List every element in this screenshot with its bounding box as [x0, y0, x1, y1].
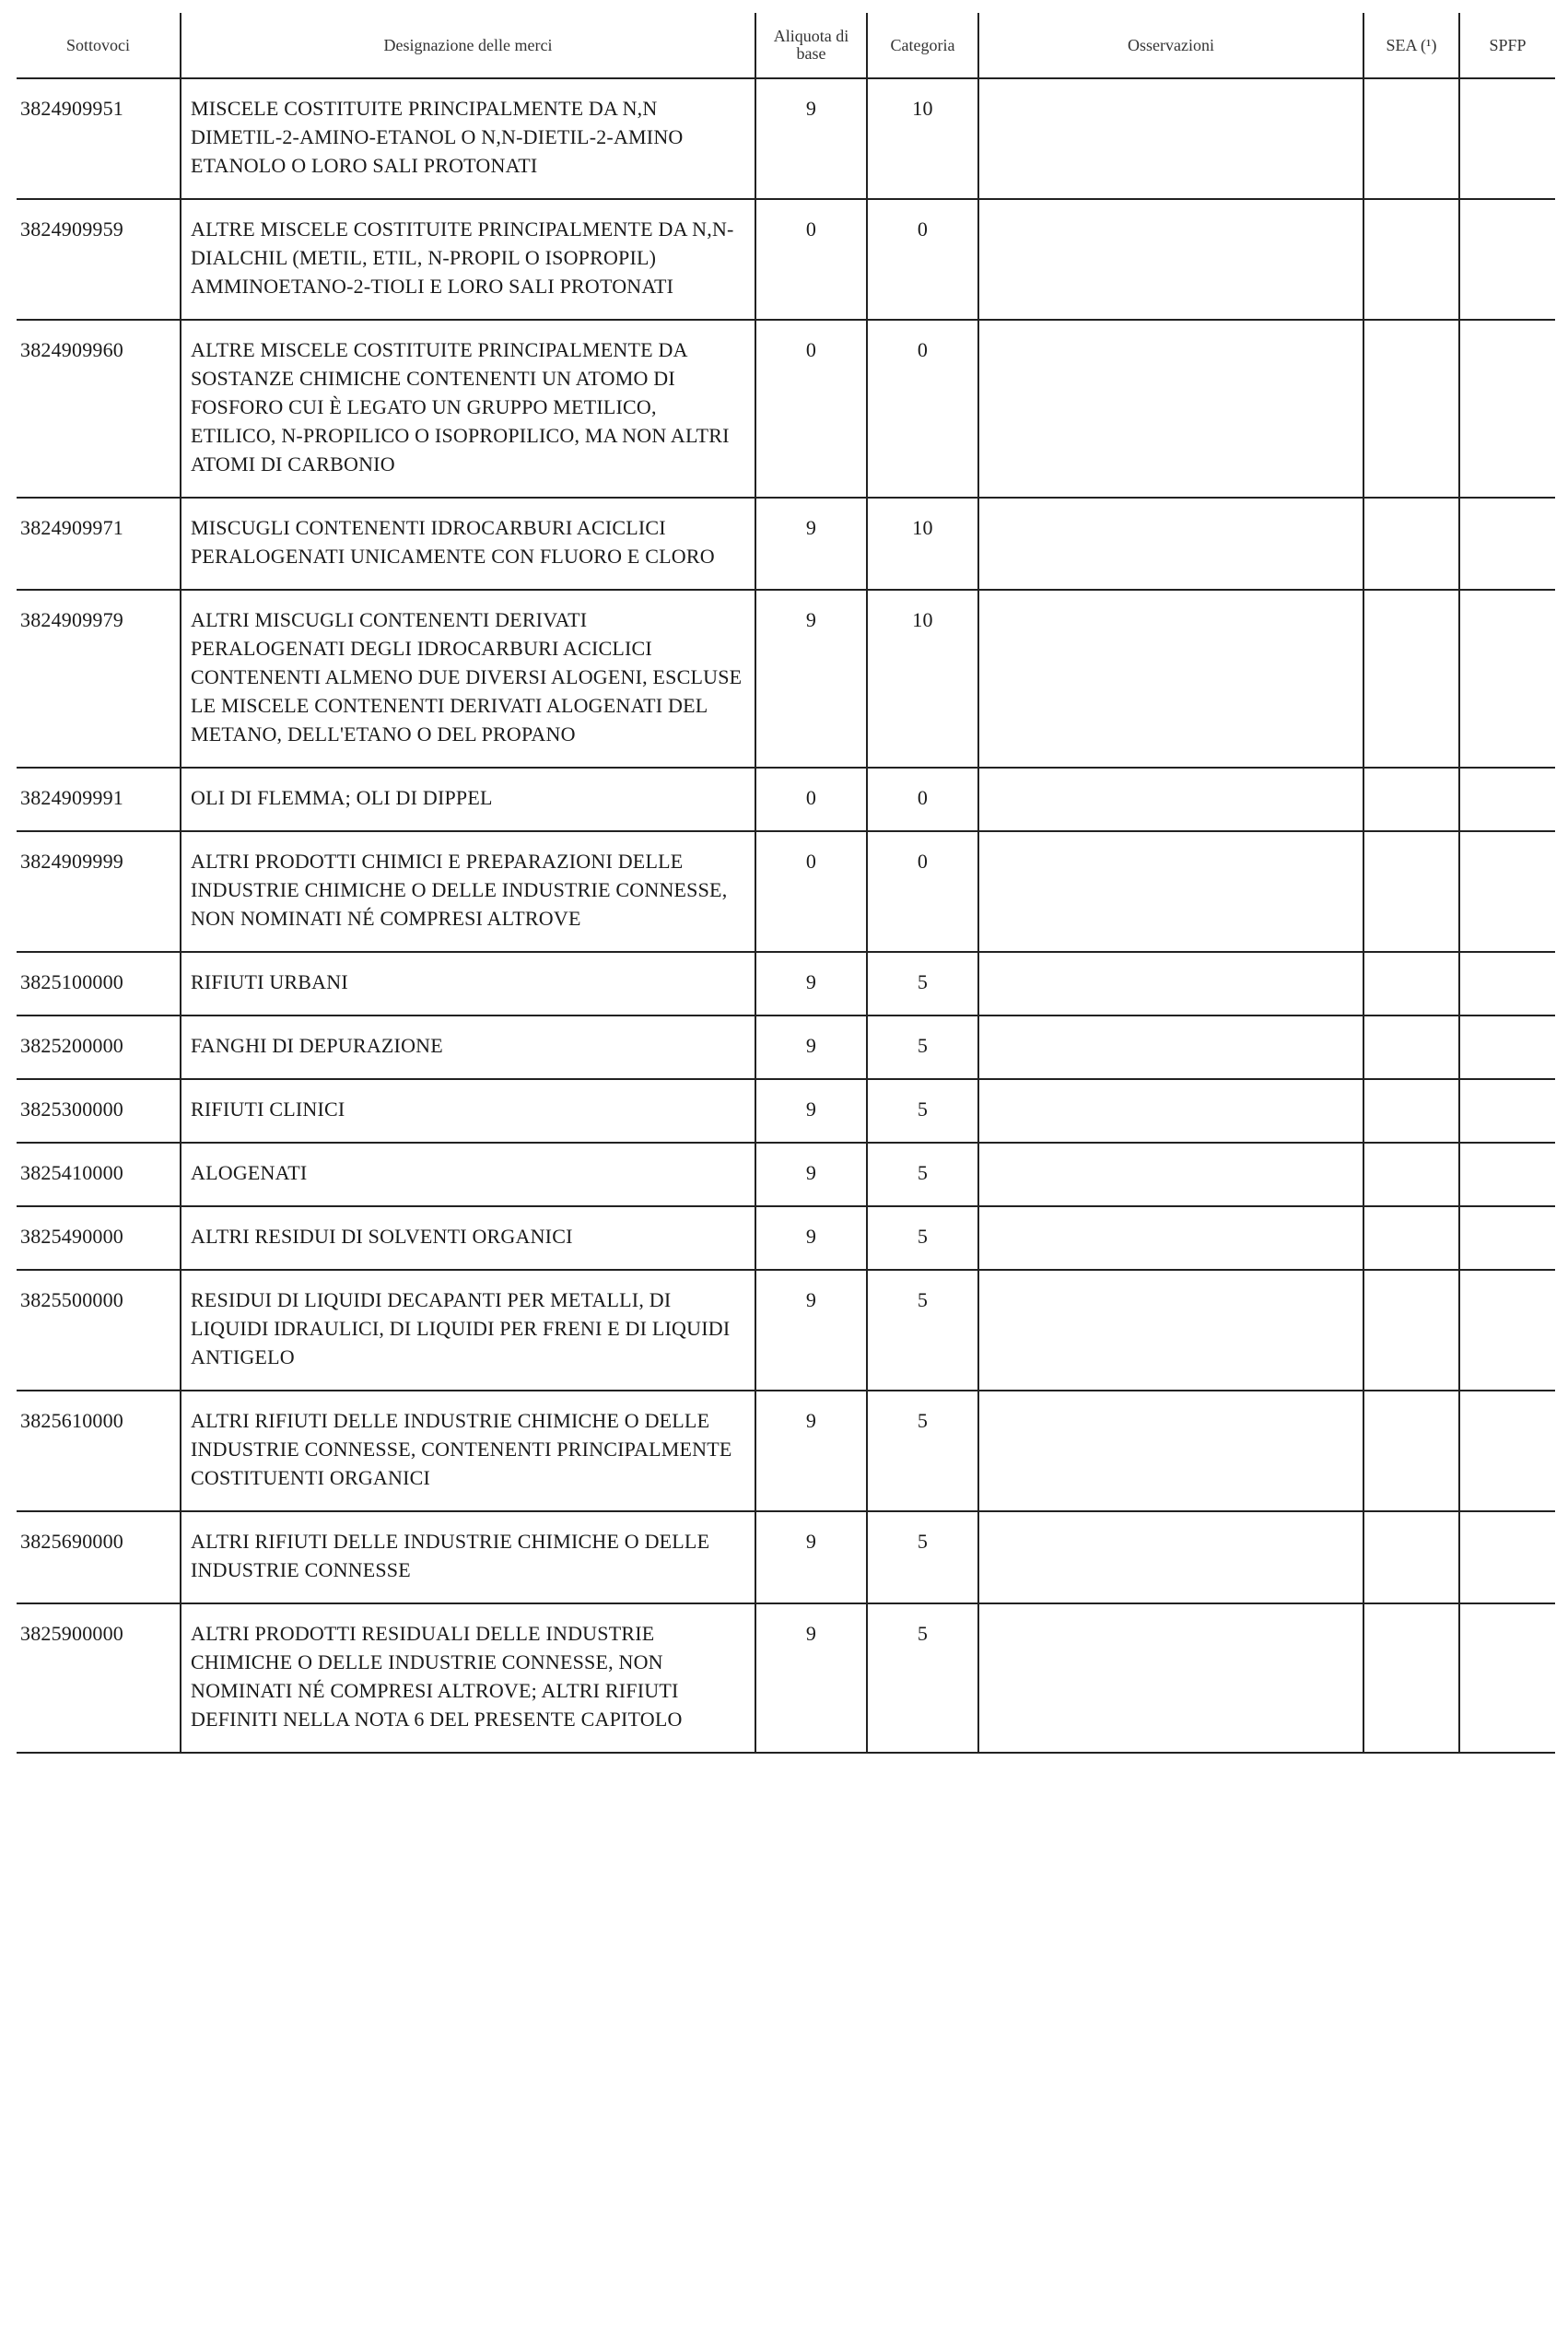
cell-rate: 0	[755, 320, 867, 498]
cell-rate: 9	[755, 1603, 867, 1753]
cell-observations	[978, 768, 1363, 831]
cell-rate: 9	[755, 590, 867, 768]
cell-observations	[978, 498, 1363, 590]
cell-rate: 0	[755, 831, 867, 952]
cell-spfp	[1459, 831, 1555, 952]
cell-category: 5	[867, 1511, 978, 1603]
cell-description: ALTRI RIFIUTI DELLE INDUSTRIE CHIMICHE O DELLE INDUSTRIE CONNESSE	[181, 1511, 755, 1603]
cell-observations	[978, 1206, 1363, 1270]
table-row	[17, 320, 1555, 498]
table-row	[17, 1270, 1555, 1391]
cell-spfp	[1459, 768, 1555, 831]
cell-spfp	[1459, 498, 1555, 590]
cell-category: 10	[867, 498, 978, 590]
cell-code: 3824909999	[17, 831, 181, 952]
cell-description: ALTRI RESIDUI DI SOLVENTI ORGANICI	[181, 1206, 755, 1270]
table-row	[17, 590, 1555, 768]
cell-rate: 9	[755, 1016, 867, 1079]
cell-rate: 9	[755, 78, 867, 199]
cell-spfp	[1459, 952, 1555, 1016]
cell-description: RIFIUTI URBANI	[181, 952, 755, 1016]
cell-rate: 0	[755, 768, 867, 831]
cell-description: ALTRI MISCUGLI CONTENENTI DERIVATI PERALOGENATI DEGLI IDROCARBURI ACICLICI CONTENENTI ALMENO DUE DIVERSI ALOGENI, ESCLUSE LE MISCELE CONTENENTI DERIVATI ALOGENATI DEL METANO, DELL'ETANO O DEL PROPANO	[181, 590, 755, 768]
cell-code: 3824909960	[17, 320, 181, 498]
cell-rate: 9	[755, 952, 867, 1016]
cell-sea	[1363, 498, 1459, 590]
cell-category: 0	[867, 199, 978, 320]
cell-description: ALTRI PRODOTTI CHIMICI E PREPARAZIONI DELLE INDUSTRIE CHIMICHE O DELLE INDUSTRIE CONNESSE, NON NOMINATI NÉ COMPRESI ALTROVE	[181, 831, 755, 952]
cell-description: ALTRE MISCELE COSTITUITE PRINCIPALMENTE DA SOSTANZE CHIMICHE CONTENENTI UN ATOMO DI FOSFORO CUI È LEGATO UN GRUPPO METILICO, ETILICO, N-PROPILICO O ISOPROPILICO, MA NON ALTRI ATOMI DI CARBONIO	[181, 320, 755, 498]
cell-code: 3825610000	[17, 1391, 181, 1511]
cell-sea	[1363, 952, 1459, 1016]
cell-rate: 9	[755, 1079, 867, 1143]
cell-category: 0	[867, 768, 978, 831]
cell-rate: 9	[755, 1511, 867, 1603]
cell-category: 5	[867, 1143, 978, 1206]
cell-code: 3825200000	[17, 1016, 181, 1079]
cell-sea	[1363, 320, 1459, 498]
header-sottovoci: Sottovoci	[17, 13, 181, 78]
cell-rate: 9	[755, 1143, 867, 1206]
tariff-table-page	[17, 13, 1555, 1754]
cell-rate: 0	[755, 199, 867, 320]
cell-observations	[978, 78, 1363, 199]
cell-code: 3824909951	[17, 78, 181, 199]
cell-category: 0	[867, 320, 978, 498]
cell-spfp	[1459, 320, 1555, 498]
cell-spfp	[1459, 1143, 1555, 1206]
cell-spfp	[1459, 1079, 1555, 1143]
cell-sea	[1363, 1270, 1459, 1391]
cell-code: 3825100000	[17, 952, 181, 1016]
cell-rate: 9	[755, 1391, 867, 1511]
cell-sea	[1363, 1143, 1459, 1206]
cell-spfp	[1459, 1603, 1555, 1753]
header-aliquota: Aliquota di base	[755, 13, 867, 78]
cell-category: 5	[867, 1079, 978, 1143]
cell-observations	[978, 1270, 1363, 1391]
cell-rate: 9	[755, 1206, 867, 1270]
cell-code: 3824909979	[17, 590, 181, 768]
cell-observations	[978, 952, 1363, 1016]
cell-description: ALTRE MISCELE COSTITUITE PRINCIPALMENTE DA N,N-DIALCHIL (METIL, ETIL, N-PROPIL O ISOPROPIL) AMMINOETANO-2-TIOLI E LORO SALI PROTONATI	[181, 199, 755, 320]
cell-code: 3825690000	[17, 1511, 181, 1603]
table-body	[17, 78, 1555, 1753]
cell-code: 3825300000	[17, 1079, 181, 1143]
cell-observations	[978, 199, 1363, 320]
cell-code: 3825490000	[17, 1206, 181, 1270]
table-row	[17, 1391, 1555, 1511]
cell-category: 5	[867, 1603, 978, 1753]
cell-sea	[1363, 1079, 1459, 1143]
cell-sea	[1363, 768, 1459, 831]
cell-observations	[978, 1391, 1363, 1511]
cell-description: FANGHI DI DEPURAZIONE	[181, 1016, 755, 1079]
table-row	[17, 199, 1555, 320]
cell-spfp	[1459, 199, 1555, 320]
cell-category: 5	[867, 1016, 978, 1079]
cell-description: ALOGENATI	[181, 1143, 755, 1206]
cell-observations	[978, 1511, 1363, 1603]
cell-category: 5	[867, 1206, 978, 1270]
table-row	[17, 498, 1555, 590]
cell-sea	[1363, 78, 1459, 199]
cell-spfp	[1459, 1270, 1555, 1391]
cell-description: RESIDUI DI LIQUIDI DECAPANTI PER METALLI, DI LIQUIDI IDRAULICI, DI LIQUIDI PER FRENI E DI LIQUIDI ANTIGELO	[181, 1270, 755, 1391]
cell-spfp	[1459, 1391, 1555, 1511]
table-row	[17, 831, 1555, 952]
table-row	[17, 768, 1555, 831]
cell-spfp	[1459, 1206, 1555, 1270]
tariff-table	[17, 13, 1555, 1754]
cell-sea	[1363, 1016, 1459, 1079]
cell-description: ALTRI RIFIUTI DELLE INDUSTRIE CHIMICHE O DELLE INDUSTRIE CONNESSE, CONTENENTI PRINCIPALMENTE COSTITUENTI ORGANICI	[181, 1391, 755, 1511]
cell-sea	[1363, 831, 1459, 952]
table-row	[17, 1079, 1555, 1143]
cell-code: 3825500000	[17, 1270, 181, 1391]
cell-category: 10	[867, 590, 978, 768]
cell-observations	[978, 1016, 1363, 1079]
cell-sea	[1363, 1206, 1459, 1270]
header-categoria: Categoria	[867, 13, 978, 78]
cell-category: 5	[867, 1391, 978, 1511]
table-row	[17, 1143, 1555, 1206]
header-spfp: SPFP	[1459, 13, 1555, 78]
table-header-row	[17, 13, 1555, 78]
cell-spfp	[1459, 1016, 1555, 1079]
cell-observations	[978, 590, 1363, 768]
cell-spfp	[1459, 1511, 1555, 1603]
cell-category: 5	[867, 1270, 978, 1391]
cell-rate: 9	[755, 498, 867, 590]
table-row	[17, 1603, 1555, 1753]
table-row	[17, 1016, 1555, 1079]
cell-category: 0	[867, 831, 978, 952]
cell-description: RIFIUTI CLINICI	[181, 1079, 755, 1143]
cell-observations	[978, 1603, 1363, 1753]
cell-code: 3825410000	[17, 1143, 181, 1206]
header-osservazioni: Osservazioni	[978, 13, 1363, 78]
cell-code: 3824909959	[17, 199, 181, 320]
cell-category: 5	[867, 952, 978, 1016]
table-row	[17, 78, 1555, 199]
cell-description: MISCUGLI CONTENENTI IDROCARBURI ACICLICI PERALOGENATI UNICAMENTE CON FLUORO E CLORO	[181, 498, 755, 590]
cell-description: ALTRI PRODOTTI RESIDUALI DELLE INDUSTRIE CHIMICHE O DELLE INDUSTRIE CONNESSE, NON NOMINATI NÉ COMPRESI ALTROVE; ALTRI RIFIUTI DEFINITI NELLA NOTA 6 DEL PRESENTE CAPITOLO	[181, 1603, 755, 1753]
cell-rate: 9	[755, 1270, 867, 1391]
cell-observations	[978, 1143, 1363, 1206]
header-designazione: Designazione delle merci	[181, 13, 755, 78]
header-sea: SEA (¹)	[1363, 13, 1459, 78]
cell-spfp	[1459, 78, 1555, 199]
cell-sea	[1363, 1511, 1459, 1603]
cell-description: OLI DI FLEMMA; OLI DI DIPPEL	[181, 768, 755, 831]
cell-observations	[978, 1079, 1363, 1143]
table-row	[17, 1206, 1555, 1270]
cell-description: MISCELE COSTITUITE PRINCIPALMENTE DA N,N DIMETIL-2-AMINO-ETANOL O N,N-DIETIL-2-AMINO ETANOLO O LORO SALI PROTONATI	[181, 78, 755, 199]
cell-sea	[1363, 590, 1459, 768]
cell-category: 10	[867, 78, 978, 199]
table-row	[17, 1511, 1555, 1603]
cell-sea	[1363, 1603, 1459, 1753]
cell-sea	[1363, 199, 1459, 320]
cell-sea	[1363, 1391, 1459, 1511]
cell-observations	[978, 831, 1363, 952]
cell-code: 3824909991	[17, 768, 181, 831]
cell-spfp	[1459, 590, 1555, 768]
cell-observations	[978, 320, 1363, 498]
cell-code: 3824909971	[17, 498, 181, 590]
cell-code: 3825900000	[17, 1603, 181, 1753]
table-row	[17, 952, 1555, 1016]
